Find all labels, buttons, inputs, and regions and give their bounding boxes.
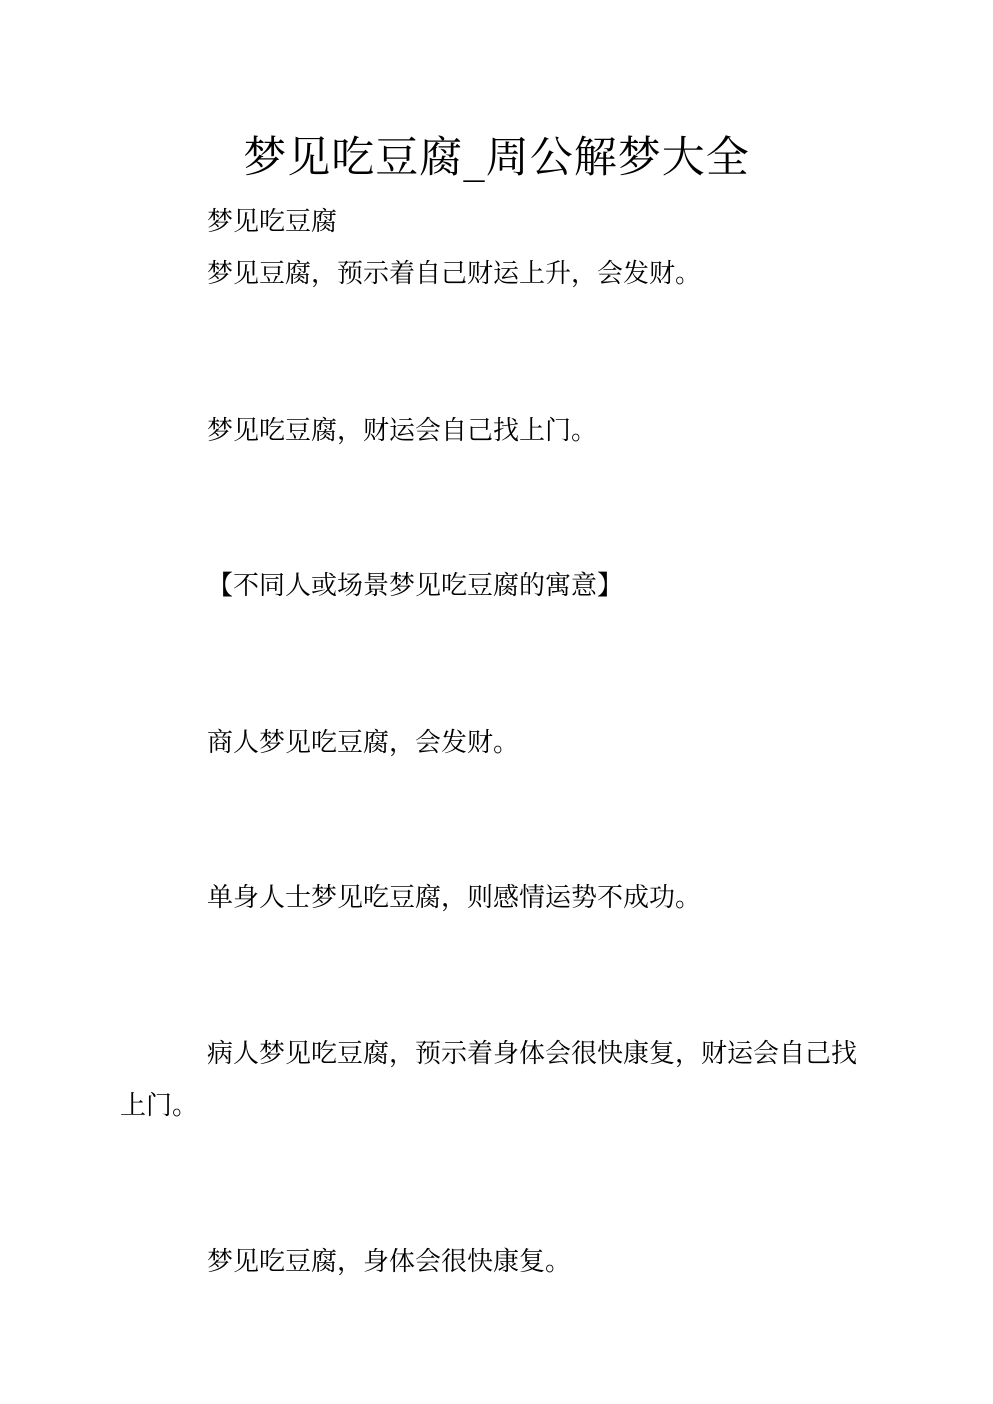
paragraph: 梦见豆腐，预示着自己财运上升，会发财。 — [207, 259, 702, 289]
paragraph: 商人梦见吃豆腐，会发财。 — [207, 728, 520, 758]
paragraph: 病人梦见吃豆腐，预示着身体会很快康复，财运会自己找上门。 — [120, 1039, 858, 1121]
paragraph-subtitle: 梦见吃豆腐 — [207, 207, 338, 237]
paragraph: 梦见吃豆腐，身体会很快康复。 — [207, 1247, 572, 1277]
paragraph: 单身人士梦见吃豆腐，则感情运势不成功。 — [207, 883, 702, 913]
page-title: 梦见吃豆腐_周公解梦大全 — [243, 133, 750, 183]
paragraph: 梦见吃豆腐，财运会自己找上门。 — [207, 416, 598, 446]
section-heading: 【不同人或场景梦见吃豆腐的寓意】 — [207, 571, 624, 601]
